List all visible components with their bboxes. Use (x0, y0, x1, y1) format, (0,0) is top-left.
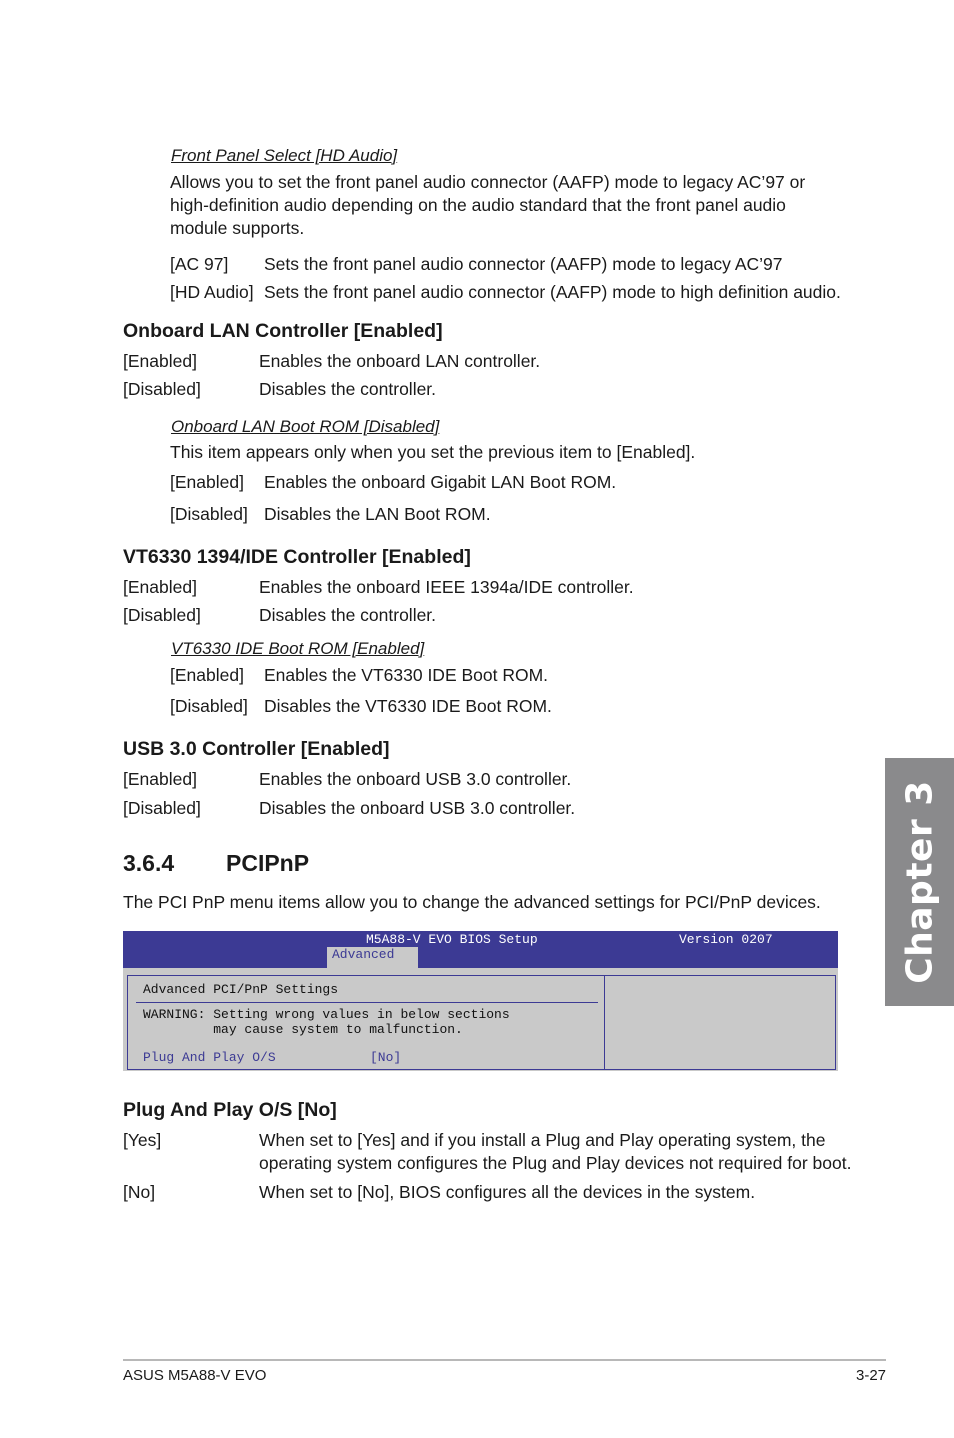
option-tag: [AC 97] (170, 254, 229, 274)
pnp-os-heading: Plug And Play O/S [No] (123, 1099, 337, 1121)
footer-product-name: ASUS M5A88-V EVO (123, 1367, 267, 1384)
option-tag: [Enabled] (170, 472, 244, 492)
option-desc: Enables the onboard Gigabit LAN Boot ROM. (264, 472, 617, 492)
usb3-controller-heading: USB 3.0 Controller [Enabled] (123, 738, 390, 760)
option-tag: [Enabled] (123, 577, 197, 597)
option-tag: [Disabled] (123, 798, 201, 818)
lan-controller-heading: Onboard LAN Controller [Enabled] (123, 320, 443, 342)
option-desc: Enables the onboard USB 3.0 controller. (259, 769, 572, 789)
bios-help-panel (604, 975, 836, 1070)
chapter-tab (885, 758, 954, 1006)
option-desc: Enables the onboard LAN controller. (259, 351, 541, 371)
option-desc: Disables the LAN Boot ROM. (264, 504, 491, 524)
option-desc: When set to [No], BIOS configures all the devices in the system. (259, 1182, 756, 1202)
lan-boot-rom-heading: Onboard LAN Boot ROM [Disabled] (171, 417, 440, 436)
bios-version: Version 0207 (679, 932, 773, 947)
option-tag: [Disabled] (123, 605, 201, 625)
option-desc: Enables the VT6330 IDE Boot ROM. (264, 665, 549, 685)
vt6330-controller-heading: VT6330 1394/IDE Controller [Enabled] (123, 546, 471, 568)
section-title: PCIPnP (226, 850, 310, 876)
option-tag: [Enabled] (123, 769, 197, 789)
bios-header (123, 931, 838, 968)
option-desc: Disables the controller. (259, 379, 437, 399)
section-intro: The PCI PnP menu items allow you to change the advanced settings for PCI/PnP devices. (123, 892, 821, 912)
option-tag: [Disabled] (123, 379, 201, 399)
option-desc: Sets the front panel audio connector (AAFP) mode to high definition audio. (264, 282, 841, 302)
option-desc: operating system configures the Plug and Play devices not required for boot. (259, 1153, 852, 1173)
option-desc: When set to [Yes] and if you install a Plug and Play operating system, the (259, 1130, 826, 1150)
section-number: 3.6.4 (123, 850, 175, 876)
bios-settings-panel (127, 975, 605, 1070)
footer-page-number: 3-27 (856, 1367, 887, 1384)
bios-item-plug-and-play-label[interactable]: Plug And Play O/S (143, 1050, 276, 1065)
bios-item-plug-and-play-value[interactable]: [No] (370, 1050, 402, 1065)
footer-divider (123, 1359, 886, 1361)
option-desc: Disables the controller. (259, 605, 437, 625)
front-panel-select-heading: Front Panel Select [HD Audio] (171, 146, 398, 165)
option-tag: [Disabled] (170, 696, 248, 716)
bios-panel-title: Advanced PCI/PnP Settings (143, 982, 339, 997)
front-panel-body-line-3: module supports. (170, 218, 305, 238)
front-panel-body-line-2: high-definition audio depending on the audio standard that the front panel audio (170, 195, 786, 215)
option-tag: [Enabled] (170, 665, 244, 685)
option-tag: [Yes] (123, 1130, 162, 1150)
option-tag: [HD Audio] (170, 282, 254, 302)
option-desc: Disables the onboard USB 3.0 controller. (259, 798, 576, 818)
option-desc: Enables the onboard IEEE 1394a/IDE controller. (259, 577, 634, 597)
front-panel-body-line-1: Allows you to set the front panel audio connector (AAFP) mode to legacy AC’97 or (170, 172, 806, 192)
option-tag: [Disabled] (170, 504, 248, 524)
bios-title: M5A88-V EVO BIOS Setup (366, 932, 538, 947)
chapter-tab-label: Chapter 3 (899, 780, 940, 984)
bios-divider (136, 1002, 598, 1003)
option-desc: Sets the front panel audio connector (AAFP) mode to legacy AC’97 (264, 254, 783, 274)
option-tag: [Enabled] (123, 351, 197, 371)
bios-warning-line-1: WARNING: Setting wrong values in below sections (143, 1007, 510, 1022)
bios-screenshot (123, 931, 838, 1071)
option-desc: Disables the VT6330 IDE Boot ROM. (264, 696, 552, 716)
lan-boot-rom-body: This item appears only when you set the previous item to [Enabled]. (170, 442, 696, 462)
vt6330-boot-rom-heading: VT6330 IDE Boot ROM [Enabled] (171, 639, 425, 658)
bios-tab-label: Advanced (332, 947, 395, 962)
option-tag: [No] (123, 1182, 156, 1202)
bios-tab-advanced[interactable] (327, 947, 418, 968)
bios-warning-line-2: may cause system to malfunction. (143, 1022, 463, 1037)
